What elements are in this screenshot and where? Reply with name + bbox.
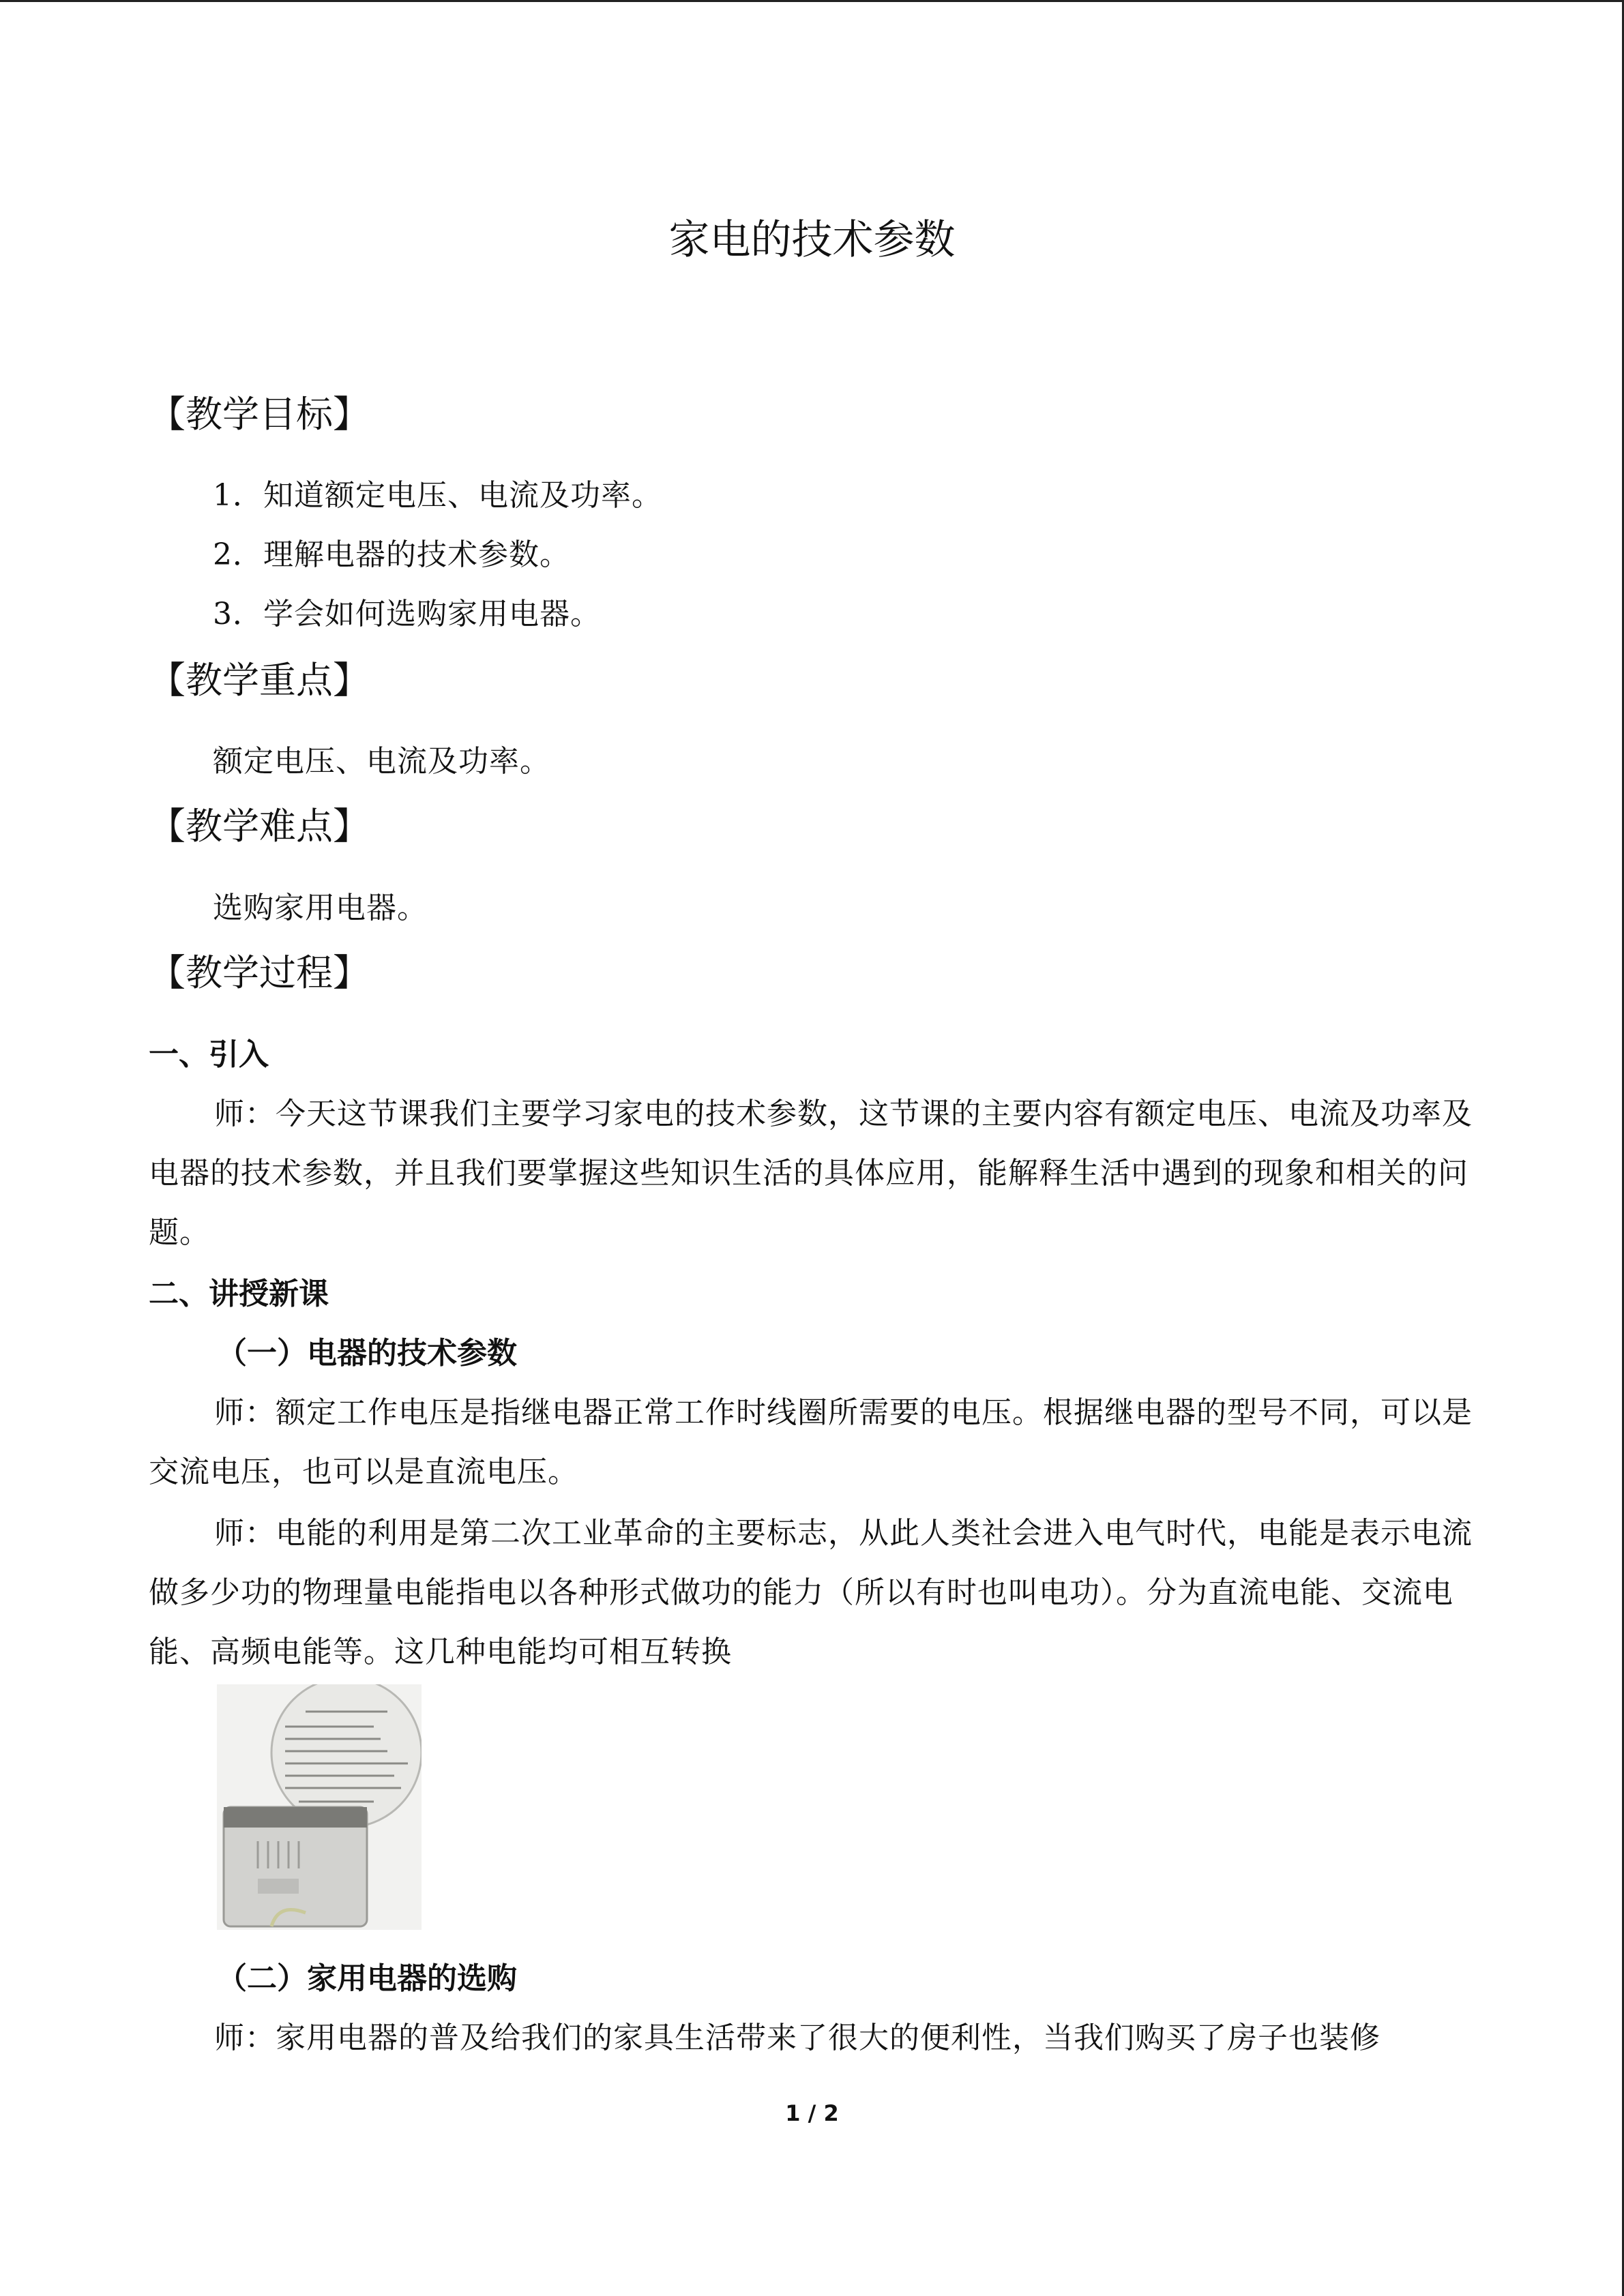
key-points-text: 额定电压、电流及功率。 [213,744,550,779]
appliance-nameplate-photo-icon [217,1684,422,1930]
difficulties-text: 选购家用电器。 [213,891,428,925]
goal-item-1: 1．知道额定电压、电流及功率。 [213,478,662,513]
section-heading-difficulties: 【教学难点】 [149,805,370,848]
subsection-1-paragraph-2: 师：电能的利用是第二次工业革命的主要标志，从此人类社会进入电气时代，电能是表示电流做多少功的物理量电能指电以各种形式做功的能力（所以有时也叫电功）。分为直流电能、交流电能、高频电能等。这几种电能均可相互转换 [149,1516,1473,1669]
section-heading-process: 【教学过程】 [149,951,370,994]
page-number: 1 / 2 [785,2100,839,2126]
new-lesson-heading: 二、讲授新课 [149,1277,329,1311]
intro-paragraph: 师：今天这节课我们主要学习家电的技术参数，这节课的主要内容有额定电压、电流及功率及电器的技术参数，并且我们要掌握这些知识生活的具体应用，能解释生活中遇到的现象和相关的问题。 [149,1097,1473,1250]
subsection-heading-2: （二）家用电器的选购 [217,1961,517,1996]
subsection-heading-1: （一）电器的技术参数 [217,1336,517,1371]
page-title: 家电的技术参数 [668,216,956,264]
page-border-top [0,0,1624,2]
intro-heading: 一、引入 [149,1037,269,1072]
section-heading-goals: 【教学目标】 [149,393,370,436]
subsection-1-paragraph-1: 师：额定工作电压是指继电器正常工作时线圈所需要的电压。根据继电器的型号不同，可以是交流电压，也可以是直流电压。 [149,1395,1473,1489]
section-heading-key-points: 【教学重点】 [149,659,370,702]
goal-item-3: 3．学会如何选购家用电器。 [213,597,601,631]
subsection-2-paragraph: 师：家用电器的普及给我们的家具生活带来了很大的便利性，当我们购买了房子也装修 [214,2021,1381,2055]
goal-item-2: 2．理解电器的技术参数。 [213,537,570,572]
